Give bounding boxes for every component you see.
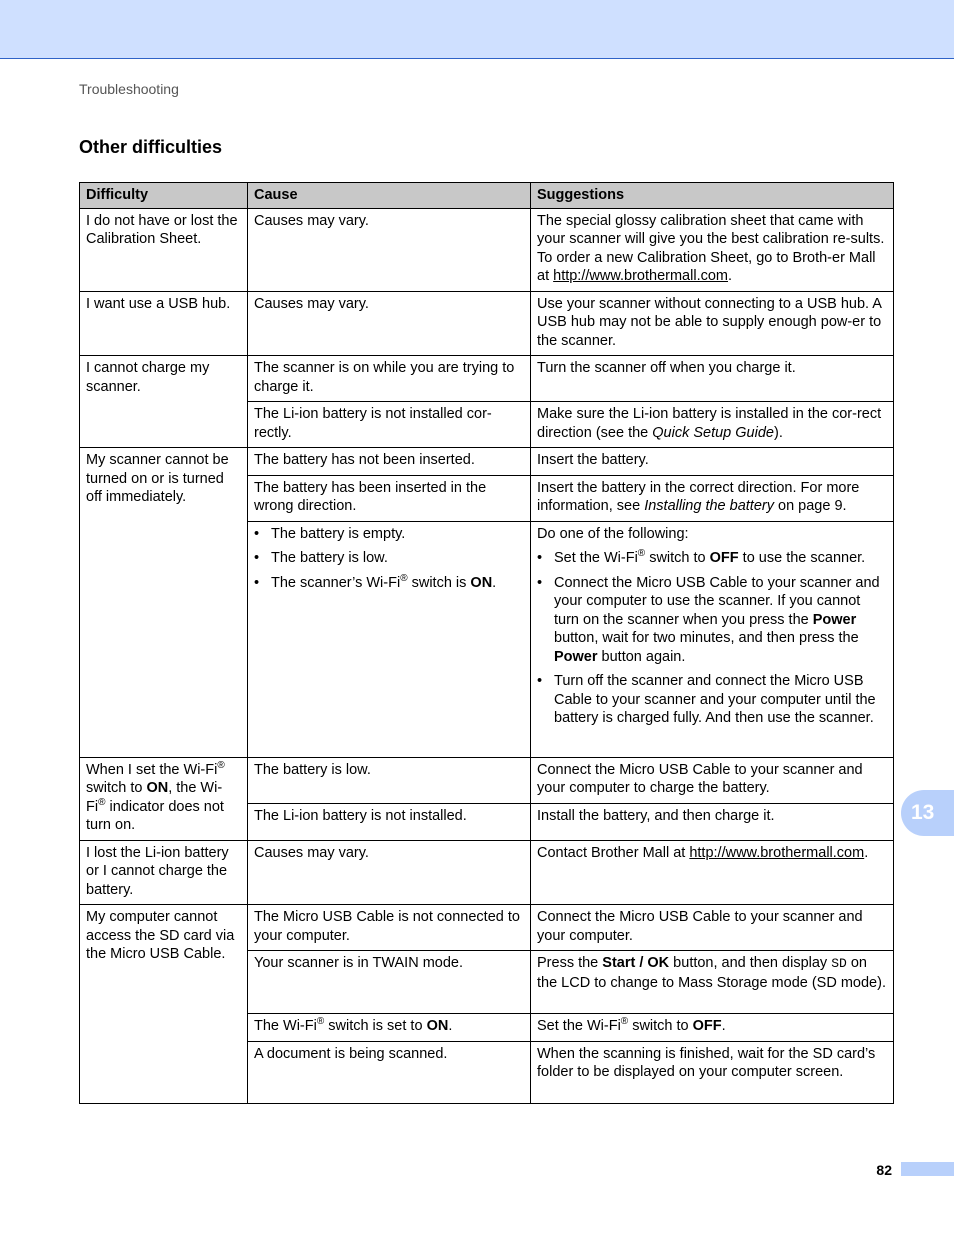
suggestion-cell: Install the battery, and then charge it. <box>531 803 894 840</box>
cause-cell: Causes may vary. <box>248 208 531 291</box>
cause-cell: Your scanner is in TWAIN mode. <box>248 951 531 1014</box>
suggestion-cell: Insert the battery in the correct direction. For more information, see Installing the battery on page 9. <box>531 475 894 521</box>
difficulty-cell: My computer cannot access the SD card via the Micro USB Cable. <box>80 905 248 1104</box>
difficulty-cell: I lost the Li-ion battery or I cannot charge the battery. <box>80 840 248 905</box>
cause-cell: The battery has been inserted in the wrong direction. <box>248 475 531 521</box>
list-item: • The battery is empty. <box>254 525 524 544</box>
cause-list <box>254 525 524 593</box>
cause-cell: The battery has not been inserted. <box>248 448 531 476</box>
list-item: • Set the Wi-Fi® switch to OFF to use the scanner. <box>537 549 887 568</box>
cause-cell: The scanner is on while you are trying to charge it. <box>248 356 531 402</box>
table-row <box>80 905 894 951</box>
brothermall-link[interactable]: http://www.brothermall.com <box>553 268 728 284</box>
header-difficulty: Difficulty <box>80 183 248 209</box>
difficulty-cell: I want use a USB hub. <box>80 291 248 356</box>
difficulty-cell: My scanner cannot be turned on or is turned off immediately. <box>80 448 248 758</box>
suggestion-cell: Connect the Micro USB Cable to your scanner and your computer. <box>531 905 894 951</box>
difficulty-cell: I cannot charge my scanner. <box>80 356 248 448</box>
suggestion-cell: The special glossy calibration sheet that came with your scanner will give you the best calibration re-sults. To order a new Calibration Sheet, go to Broth-er Mall at http://www.brothermall.com. <box>531 208 894 291</box>
brothermall-link[interactable]: http://www.brothermall.com <box>689 844 865 861</box>
suggestion-intro: Do one of the following: <box>537 525 689 542</box>
cause-cell: A document is being scanned. <box>248 1041 531 1103</box>
suggestion-cell: Set the Wi-Fi® switch to OFF. <box>531 1014 894 1042</box>
header-suggestions: Suggestions <box>531 183 894 209</box>
cause-cell: Causes may vary. <box>248 291 531 356</box>
chapter-tab: 13 <box>901 790 954 836</box>
page-number: 82 <box>876 1162 892 1178</box>
header-band <box>0 0 954 59</box>
table-header-row <box>80 183 894 209</box>
suggestion-cell <box>531 521 894 757</box>
suggestion-cell: Press the Start / OK button, and then display SD on the LCD to change to Mass Storage mode (SD mode). <box>531 951 894 1014</box>
table-row <box>80 356 894 402</box>
suggestion-cell: Turn the scanner off when you charge it. <box>531 356 894 402</box>
difficulties-table <box>79 182 894 1104</box>
list-item: • Turn off the scanner and connect the Micro USB Cable to your scanner and your computer until the battery is charged fully. And then use the scanner. <box>537 672 887 728</box>
cause-cell: Causes may vary. <box>248 840 531 905</box>
difficulty-cell: I do not have or lost the Calibration Sheet. <box>80 208 248 291</box>
table-row <box>80 757 894 803</box>
cause-cell: The Li-ion battery is not installed cor-rectly. <box>248 402 531 448</box>
suggestion-cell: Connect the Micro USB Cable to your scanner and your computer to charge the battery. <box>531 757 894 803</box>
cause-cell: The Micro USB Cable is not connected to your computer. <box>248 905 531 951</box>
cause-cell <box>248 521 531 757</box>
list-item: • The battery is low. <box>254 549 524 568</box>
suggestion-cell: Insert the battery. <box>531 448 894 476</box>
table-row <box>80 291 894 356</box>
difficulty-cell: When I set the Wi-Fi® switch to ON, the Wi-Fi® indicator does not turn on. <box>80 757 248 840</box>
list-item: • Connect the Micro USB Cable to your scanner and your computer to use the scanner. If you cannot turn on the scanner when you press the Power button, wait for two minutes, and then press the Power button again. <box>537 574 887 667</box>
cause-cell: The Li-ion battery is not installed. <box>248 803 531 840</box>
suggestion-cell: Contact Brother Mall at http://www.brothermall.com. <box>531 840 894 905</box>
page-number-band <box>901 1162 954 1176</box>
suggestion-cell: Use your scanner without connecting to a USB hub. A USB hub may not be able to supply enough pow-er to the scanner. <box>531 291 894 356</box>
cause-cell: The Wi-Fi® switch is set to ON. <box>248 1014 531 1042</box>
section-title: Other difficulties <box>79 137 223 157</box>
breadcrumb: Troubleshooting <box>79 81 179 97</box>
suggestion-cell: When the scanning is finished, wait for the SD card’s folder to be displayed on your computer screen. <box>531 1041 894 1103</box>
table-row <box>80 448 894 476</box>
list-item: • The scanner’s Wi-Fi® switch is ON. <box>254 574 524 593</box>
table-row <box>80 208 894 291</box>
cause-cell: The battery is low. <box>248 757 531 803</box>
suggestion-cell: Make sure the Li-ion battery is installed in the cor-rect direction (see the Quick Setup Guide). <box>531 402 894 448</box>
table-row <box>80 840 894 905</box>
suggestion-list <box>537 549 887 728</box>
header-cause: Cause <box>248 183 531 209</box>
